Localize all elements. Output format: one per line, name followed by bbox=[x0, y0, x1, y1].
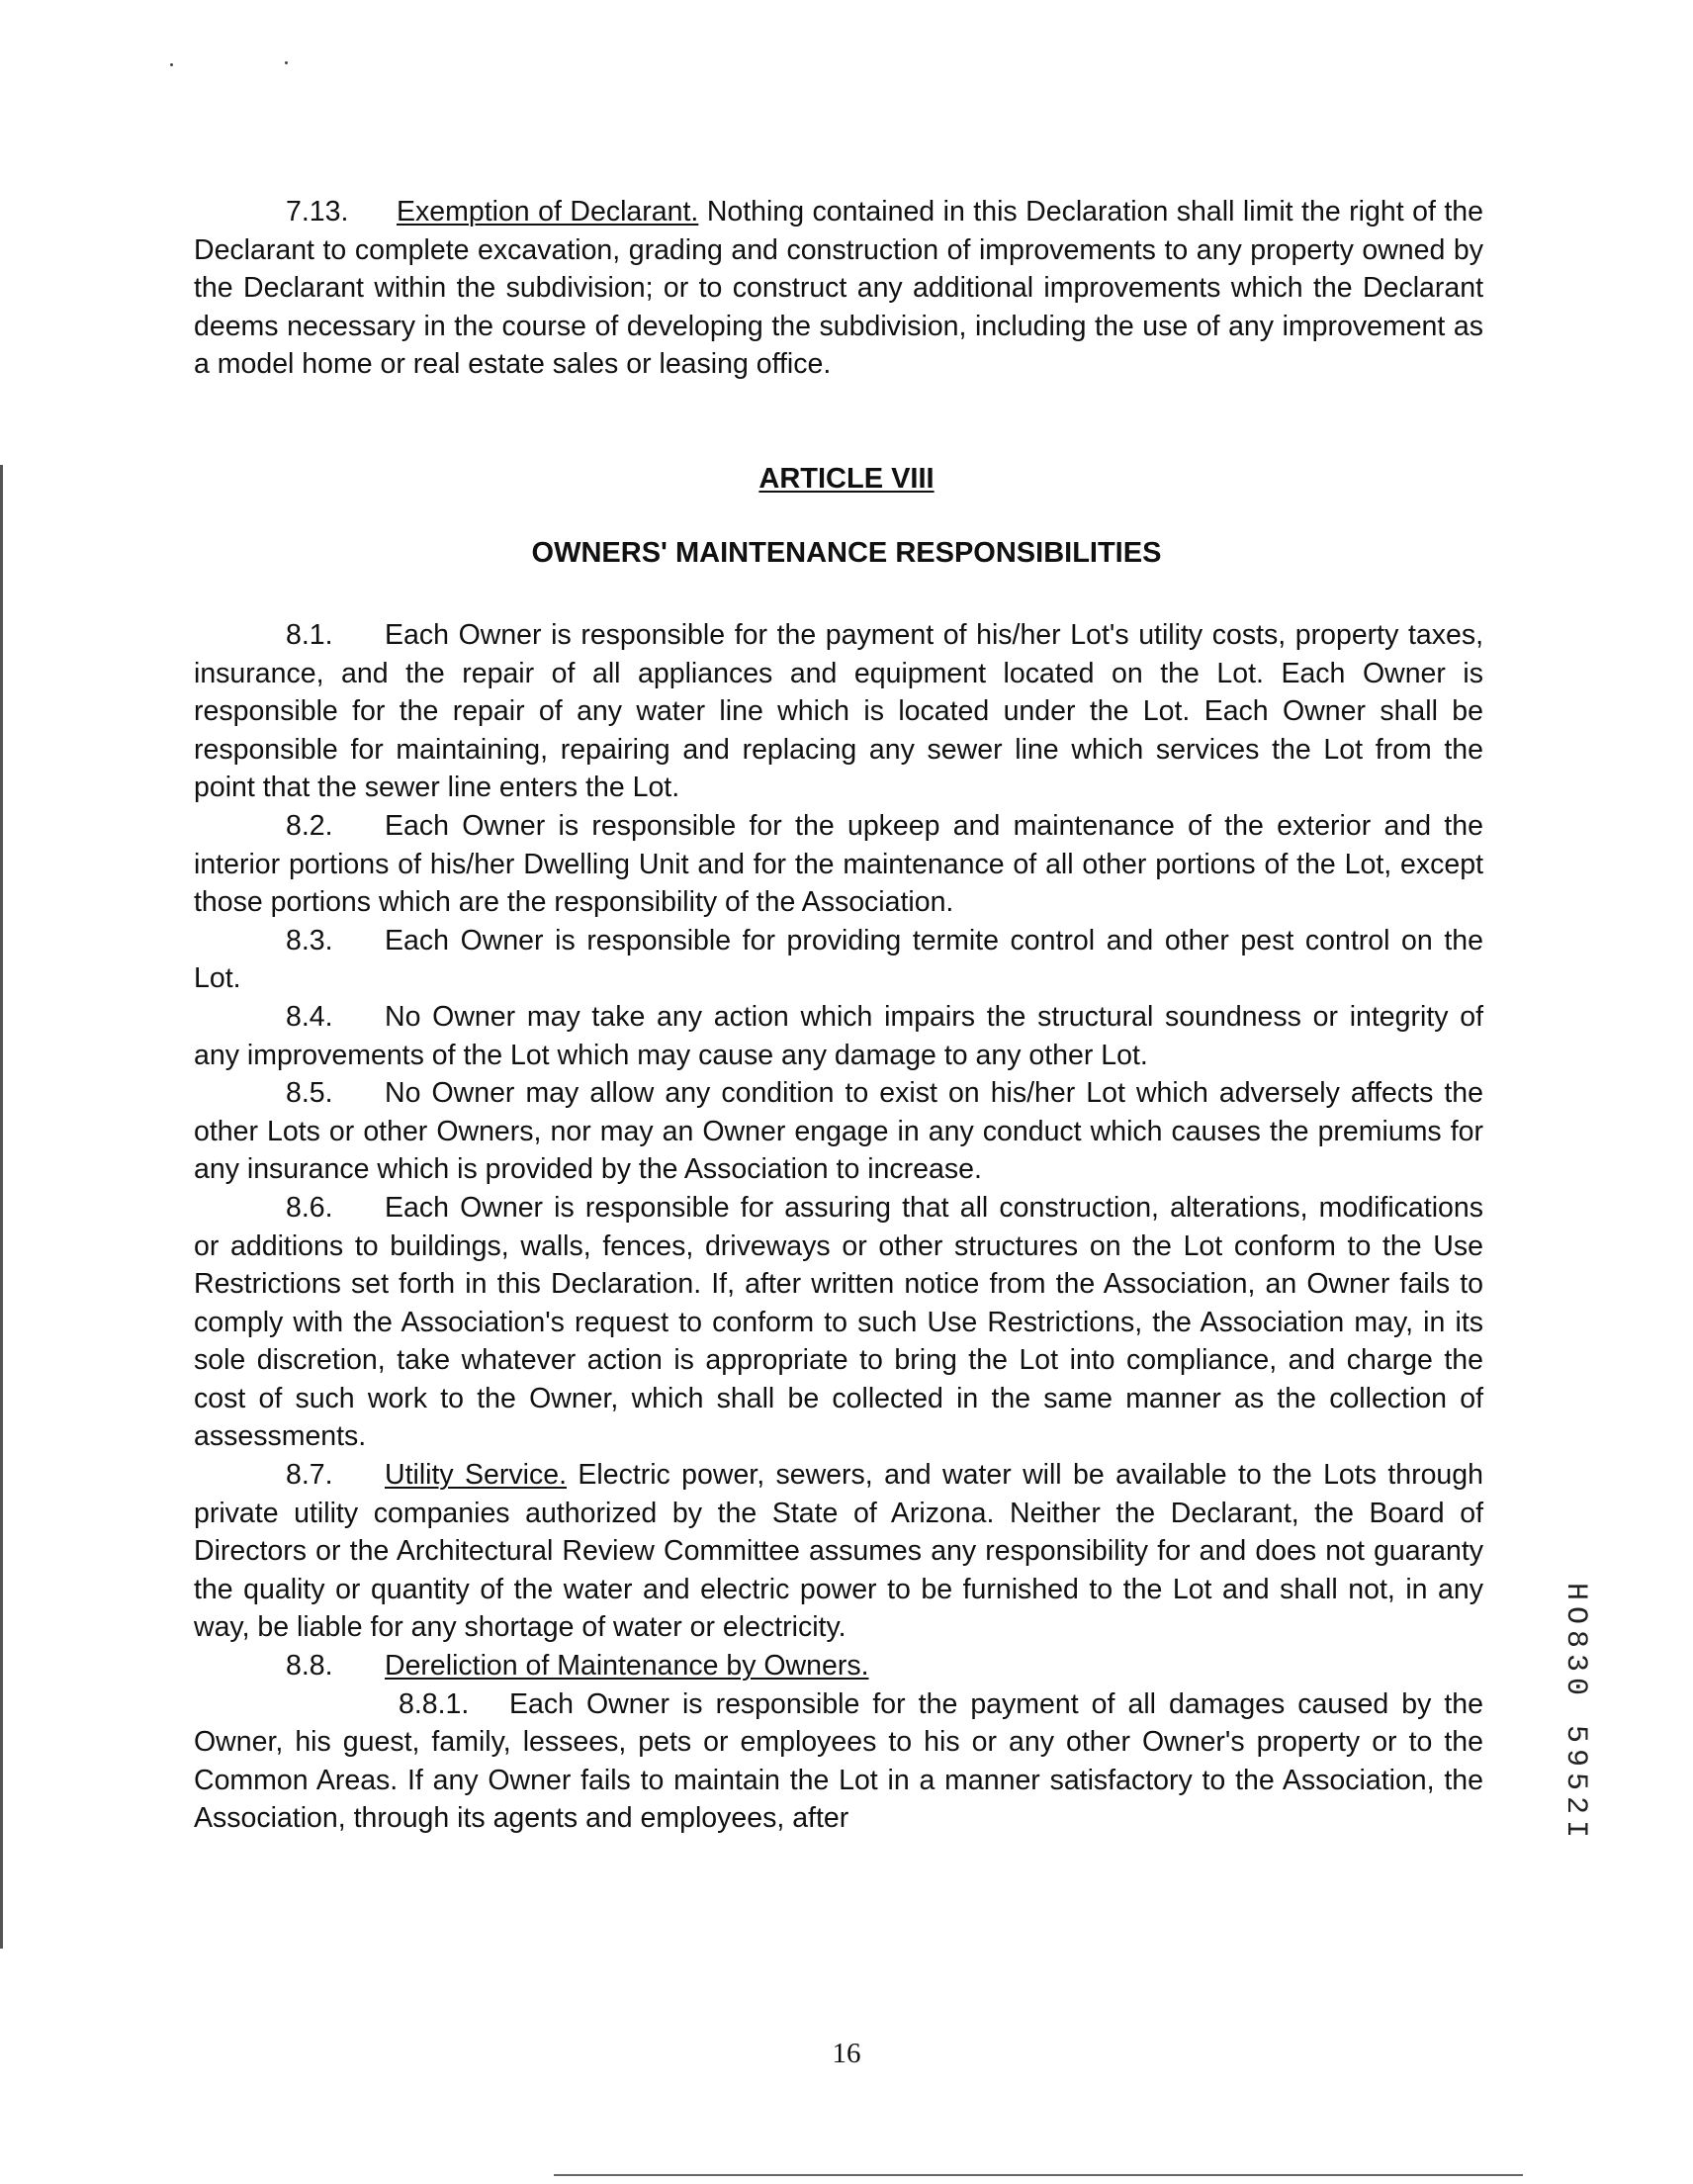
recording-stamp: HO830 5952I bbox=[1559, 1583, 1592, 1845]
scan-edge-mark bbox=[554, 2174, 1523, 2176]
section-8-8: 8.8. Dereliction of Maintenance by Owners. bbox=[286, 1650, 869, 1683]
section-title: Exemption of Declarant. bbox=[397, 196, 699, 228]
article-viii-body bbox=[194, 616, 1483, 1838]
section-8-2: 8.2. Each Owner is responsible for the upkeep and maintenance of the exterior and the interior portions of his/her Dwelling Unit and for the maintenance of all other portions of the Lot, except those portions which are the responsibility of the Association. bbox=[194, 809, 1483, 919]
section-number: 7.13. bbox=[286, 196, 349, 228]
section-title: Dereliction of Maintenance by Owners. bbox=[385, 1650, 869, 1683]
section-8-1: 8.1. Each Owner is responsible for the payment of his/her Lot's utility costs, property taxes, insurance, and the repair of all appliances and equipment located on the Lot. Each Owner is responsible for the repair of any water line which is located under the Lot. Each Owner shall be responsible for maintaining, repairing and replacing any sewer line which services the Lot from the point that the sewer line enters the Lot. bbox=[194, 619, 1483, 804]
section-text: Nothing contained in this Declaration shall limit the right of the Declarant to complete excavation, grading and construction of improvements to any property owned by the Declarant within the subdivision; or to construct any additional improvements which the Declarant deems necessary in the course of developing the subdivision, including the use of any improvement as a model home or real estate sales or leasing office. bbox=[194, 196, 1483, 381]
section-8-4: 8.4. No Owner may take any action which impairs the structural soundness or integrity of any improvements of the Lot which may cause any damage to any other Lot. bbox=[194, 1000, 1483, 1071]
section-8-7: 8.7. Utility Service. Electric power, sewers, and water will be available to the Lots through private utility companies authorized by the State of Arizona. Neither the Declarant, the Board of Directors or the Architectural Review Committee assumes any responsibility for and does not guaranty the quality or quantity of the water and electric power to be furnished to the Lot and shall not, in any way, be liable for any shortage of water or electricity. bbox=[194, 1459, 1483, 1644]
page-number: 16 bbox=[832, 2038, 861, 2069]
article-title: OWNERS' MAINTENANCE RESPONSIBILITIES bbox=[531, 537, 1162, 569]
section-8-6: 8.6. Each Owner is responsible for assuring that all construction, alterations, modifications or additions to buildings, walls, fences, driveways or other structures on the Lot conform to the Use Restrictions set forth in this Declaration. If, after written notice from the Association, an Owner fails to comply with the Association's request to conform to such Use Restrictions, the Association may, in its sole discretion, take whatever action is appropriate to bring the Lot into compliance, and charge the cost of such work to the Owner, which shall be collected in the same manner as the collection of assessments. bbox=[194, 1191, 1483, 1453]
scan-edge-mark bbox=[0, 465, 3, 1949]
section-8-5: 8.5. No Owner may allow any condition to exist on his/her Lot which adversely affects the other Lots or other Owners, nor may an Owner engage in any conduct which causes the premiums for any insurance which is provided by the Association to increase. bbox=[194, 1077, 1483, 1186]
section-8-8-1: 8.8.1. Each Owner is responsible for the payment of all damages caused by the Owner, his guest, family, lessees, pets or employees to his or any other Owner's property or to the Common Areas. If any Owner fails to maintain the Lot in a manner satisfactory to the Association, the Association, through its agents and employees, after bbox=[194, 1687, 1483, 1835]
scan-speck bbox=[285, 61, 288, 64]
scan-speck bbox=[170, 63, 173, 66]
article-label: ARTICLE VIII bbox=[758, 463, 935, 495]
section-title: Utility Service. bbox=[385, 1459, 567, 1492]
section-7-13 bbox=[194, 193, 1483, 384]
section-8-3: 8.3. Each Owner is responsible for providing termite control and other pest control on the Lot. bbox=[194, 924, 1483, 995]
